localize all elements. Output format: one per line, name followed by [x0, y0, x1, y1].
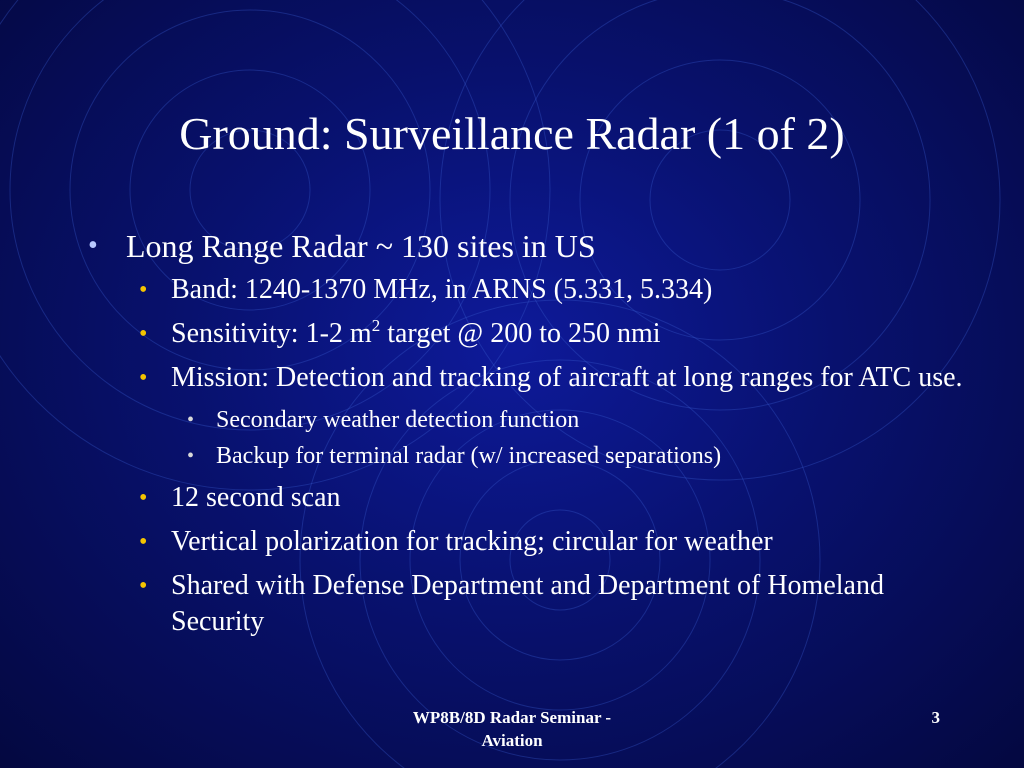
bullet-text: Vertical polarization for tracking; circular for weather [171, 526, 773, 557]
superscript-exponent: 2 [371, 316, 381, 335]
bullet-text: Long Range Radar ~ 130 sites in US [126, 228, 596, 264]
bullet-text: Shared with Defense Department and Department of Homeland Security [171, 570, 884, 637]
bullet-text: Band: 1240-1370 MHz, in ARNS (5.331, 5.334) [171, 274, 713, 305]
slide-title: Ground: Surveillance Radar (1 of 2) [179, 108, 845, 159]
bullet-text: Sensitivity: 1-2 m [171, 318, 372, 349]
bullet-mission [86, 360, 966, 396]
bullet-marker: • [139, 321, 148, 347]
bullet-text: Mission: Detection and tracking of aircraft at long ranges for ATC use. [171, 362, 963, 393]
bullet-marker: • [139, 573, 148, 599]
footer-text [380, 706, 644, 752]
bullet-band [86, 272, 966, 308]
bullet-secondary-weather [86, 404, 966, 436]
bullet-text: Secondary weather detection function [216, 407, 580, 433]
page-number: 3 [931, 708, 940, 727]
bullet-marker: • [139, 529, 148, 555]
bullet-scan [86, 480, 966, 516]
bullet-marker: • [139, 485, 148, 511]
bullet-long-range-radar [86, 226, 966, 266]
bullet-sensitivity [86, 316, 966, 352]
footer-line: Aviation [481, 731, 543, 750]
footer-line: WP8B/8D Radar Seminar - [412, 708, 612, 727]
bullet-list [86, 226, 966, 648]
bullet-text: 12 second scan [171, 482, 341, 513]
bullet-backup-terminal [86, 440, 966, 472]
bullet-marker: • [88, 230, 98, 261]
bullet-polarization [86, 524, 966, 560]
bullet-shared [86, 568, 966, 640]
bullet-marker: • [187, 409, 195, 431]
bullet-marker: • [139, 277, 148, 303]
bullet-text: Backup for terminal radar (w/ increased separations) [216, 443, 722, 469]
bullet-text-continued: target @ 200 to 250 nmi [380, 318, 661, 349]
bullet-marker: • [187, 445, 195, 467]
bullet-marker: • [139, 365, 148, 391]
